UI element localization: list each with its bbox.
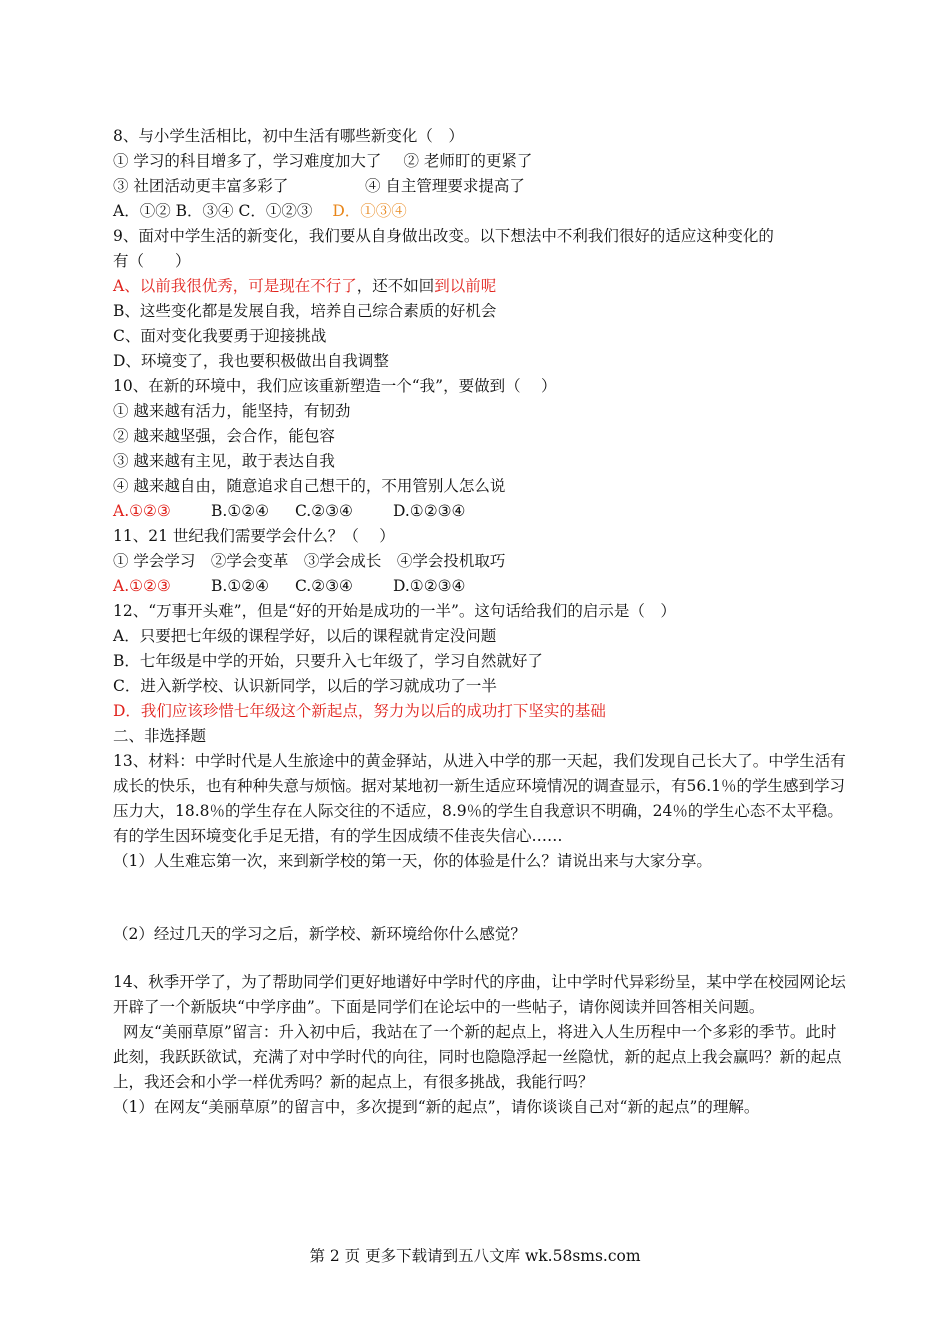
q8-options (113, 199, 848, 224)
q10-options (113, 499, 848, 524)
q12-option-a: A．只要把七年级的课程学好，以后的课程就肯定没问题 (113, 627, 497, 645)
q14-intro: 14、秋季开学了，为了帮助同学们更好地谱好中学时代的序曲，让中学时代异彩纷呈，某中学在校园网论坛开辟了一个新版块“中学序曲”。下面是同学们在论坛中的一些帖子，请你阅读并回答相关问题。 (113, 973, 846, 1016)
q12-stem: 12、“万事开头难”，但是“好的开始是成功的一半”。这句话给我们的启示是（ ） (113, 602, 676, 620)
q12-option-d-answer: D．我们应该珍惜七年级这个新起点，努力为以后的成功打下坚实的基础 (113, 702, 606, 720)
q9-stem-line1: 9、面对中学生活的新变化，我们要从自身做出改变。以下想法中不利我们很好的适应这种变化的 (113, 227, 774, 245)
q10-option-a-answer: A.①②③ (113, 502, 171, 520)
q12-option-c: C．进入新学校、认识新同学，以后的学习就成功了一半 (113, 677, 497, 695)
q10-item4: ④ 越来越自由，随意追求自己想干的，不用管别人怎么说 (113, 477, 506, 495)
q13-sub2: （2）经过几天的学习之后，新学校、新环境给你什么感觉？ (113, 925, 526, 943)
q8-item3-box (113, 174, 365, 199)
q10-item3: ③ 越来越有主见，敢于表达自我 (113, 452, 335, 470)
q8-item3: ③ 社团活动更丰富多彩了 (113, 177, 289, 195)
q10-option-d: D.①②③④ (393, 502, 466, 520)
q8-items-row2 (113, 174, 848, 199)
q8-option-c: C．①②③ (238, 202, 313, 220)
document-page (113, 124, 848, 1120)
q9-option-a-part1: A、以前我很优秀，可是现在不行了 (113, 277, 357, 295)
q10-option-c: C.②③④ (295, 502, 353, 520)
q9-option-b: B、这些变化都是发展自我，培养自己综合素质的好机会 (113, 302, 497, 320)
q9-stem-line2: 有（ ） (113, 252, 191, 270)
q11-option-a-answer: A.①②③ (113, 577, 171, 595)
q11-option-c: C.②③④ (295, 577, 353, 595)
q13-answer-space-1 (113, 874, 848, 922)
q10-item1: ① 越来越有活力，能坚持，有韧劲 (113, 402, 351, 420)
q14-sub1: （1）在网友“美丽草原”的留言中，多次提到“新的起点”，请你谈谈自己对“新的起点”的理解。 (113, 1098, 760, 1116)
q10-option-b: B.①②④ (211, 502, 270, 520)
q10-item2: ② 越来越坚强，会合作，能包容 (113, 427, 335, 445)
q11-stem: 11、21 世纪我们需要学会什么？（ ） (113, 527, 395, 545)
q8-option-d-answer: D．①③④ (332, 202, 407, 220)
q12-option-b: B．七年级是中学的开始，只要升入七年级了，学习自然就好了 (113, 652, 543, 670)
q11-option-b: B.①②④ (211, 577, 270, 595)
q13-answer-space-2 (113, 947, 848, 970)
q9-option-a (113, 274, 848, 299)
q8-item1: ① 学习的科目增多了，学习难度加大了 (113, 152, 382, 170)
q13-sub1: （1）人生难忘第一次，来到新学校的第一天，你的体验是什么？请说出来与大家分享。 (113, 852, 712, 870)
q8-stem: 8、与小学生活相比，初中生活有哪些新变化（ ） (113, 127, 464, 145)
q9-option-a-part2: ，还不如回 (356, 277, 435, 295)
q8-items-row1 (113, 149, 848, 174)
q8-item2: ② 老师盯的更紧了 (403, 152, 533, 170)
section-heading: 二、非选择题 (113, 727, 207, 745)
q10-stem: 10、在新的环境中，我们应该重新塑造一个“我”，要做到（ ） (113, 377, 557, 395)
q11-options (113, 574, 848, 599)
q8-option-b: B．③④ (175, 202, 234, 220)
q14-post: 网友“美丽草原”留言：升入初中后，我站在了一个新的起点上，将进入人生历程中一个多彩的季节。此时此刻，我跃跃欲试，充满了对中学时代的向往，同时也隐隐浮起一丝隐忧，新的起点上我会赢吗？新的起点上，我还会和小学一样优秀吗？新的起点上，有很多挑战，我能行吗？ (113, 1023, 842, 1091)
q11-option-d: D.①②③④ (393, 577, 466, 595)
q13-material: 13、材料：中学时代是人生旅途中的黄金驿站，从进入中学的那一天起，我们发现自己长大了。中学生活有成长的快乐，也有种种失意与烦恼。据对某地初一新生适应环境情况的调查显示，有56.1％的学生感到学习压力大，18.8％的学生存在人际交往的不适应，8.9％的学生自我意识不明确，24％的学生心态不太平稳。有的学生因环境变化手足无措，有的学生因成绩不佳丧失信心…… (113, 752, 846, 845)
q9-option-d: D、环境变了，我也要积极做出自我调整 (113, 352, 389, 370)
q9-option-c: C、面对变化我要勇于迎接挑战 (113, 327, 327, 345)
q8-option-a: A．①② (113, 202, 171, 220)
page-footer: 第 2 页 更多下载请到五八文库 wk.58sms.com (309, 1247, 641, 1265)
q8-item4: ④ 自主管理要求提高了 (365, 177, 525, 195)
q9-option-a-part3: 到以前呢 (434, 277, 497, 295)
q11-items: ① 学会学习 ②学会变革 ③学会成长 ④学会投机取巧 (113, 552, 506, 570)
